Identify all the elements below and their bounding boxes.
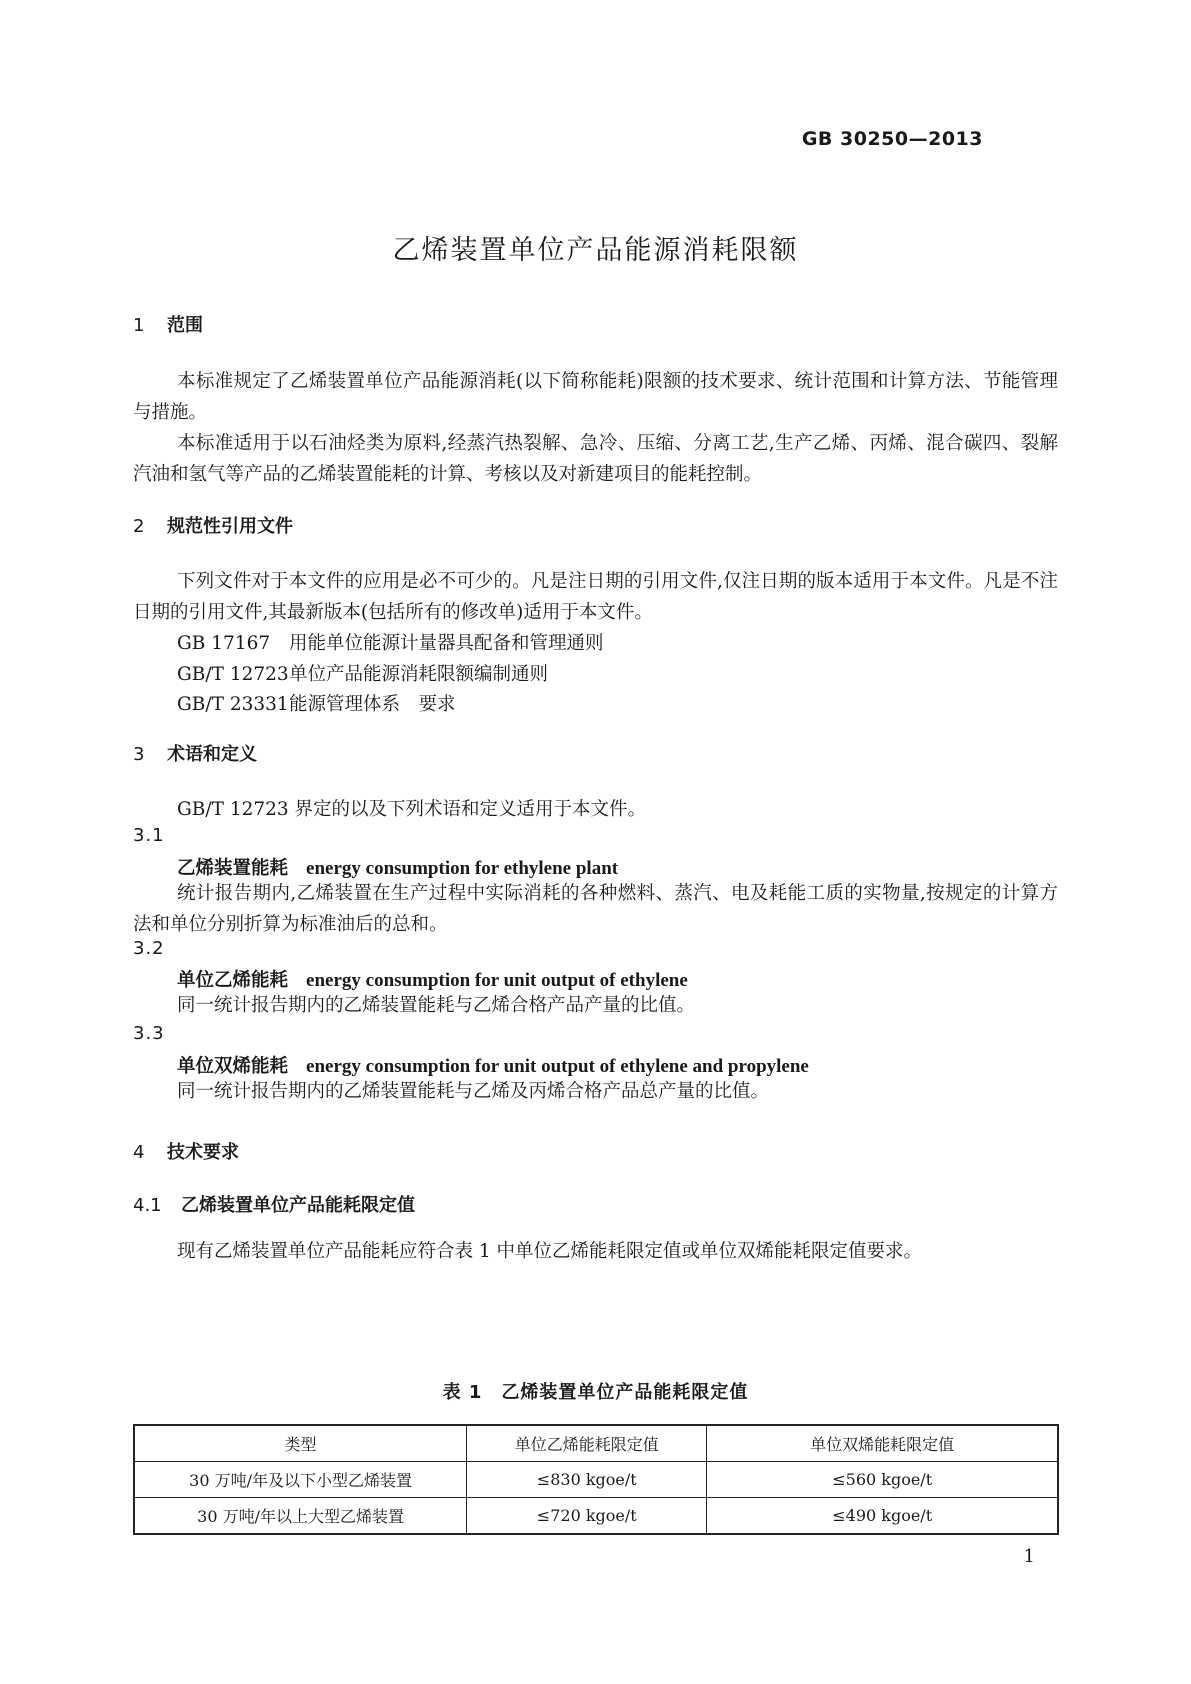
section-number: 3 — [133, 744, 145, 765]
table-row — [134, 1498, 1058, 1535]
page-number: 1 — [1023, 1546, 1035, 1567]
table-cell: ≤560 kgoe/t — [707, 1462, 1058, 1498]
table-cell: 30 万吨/年以上大型乙烯装置 — [134, 1498, 467, 1535]
table-header-cell: 单位双烯能耗限定值 — [707, 1425, 1058, 1462]
section-1-paragraph-2: 本标准适用于以石油烃类为原料,经蒸汽热裂解、急冷、压缩、分离工艺,生产乙烯、丙烯、混合碳四、裂解汽油和氢气等产品的乙烯装置能耗的计算、考核以及对新建项目的能耗控制。 — [133, 433, 1058, 485]
term-definition: 同一统计报告期内的乙烯装置能耗与乙烯及丙烯合格产品总产量的比值。 — [177, 1081, 770, 1102]
term-english: energy consumption for unit output of ethylene — [306, 970, 688, 991]
section-number: 4 — [133, 1142, 145, 1163]
section-title: 范围 — [167, 315, 203, 336]
section-4-paragraph-1: 现有乙烯装置单位产品能耗应符合表 1 中单位乙烯能耗限定值或单位双烯能耗限定值要求。 — [177, 1241, 923, 1262]
subsection-number: 4.1 — [133, 1195, 162, 1216]
term-chinese: 单位乙烯能耗 — [177, 970, 289, 991]
section-2-heading — [133, 512, 293, 538]
table-cell: ≤490 kgoe/t — [707, 1498, 1058, 1535]
term-definition: 统计报告期内,乙烯装置在生产过程中实际消耗的各种燃料、蒸汽、电及耗能工质的实物量,按规定的计算方法和单位分别折算为标准油后的总和。 — [133, 883, 1058, 935]
section-number: 1 — [133, 315, 145, 336]
table-header-cell: 单位乙烯能耗限定值 — [467, 1425, 707, 1462]
term-heading — [177, 1052, 809, 1078]
term-heading — [177, 966, 688, 992]
term-chinese: 乙烯装置能耗 — [177, 858, 289, 879]
term-number: 3.2 — [133, 938, 165, 959]
section-2-paragraph-1: 下列文件对于本文件的应用是必不可少的。凡是注日期的引用文件,仅注日期的版本适用于本文件。凡是不注日期的引用文件,其最新版本(包括所有的修改单)适用于本文件。 — [133, 571, 1058, 623]
section-3-paragraph-1: GB/T 12723 界定的以及下列术语和定义适用于本文件。 — [177, 799, 647, 820]
reference-code: GB/T 23331 — [177, 694, 289, 715]
reference-code: GB/T 12723 — [177, 664, 289, 685]
limits-table — [133, 1424, 1059, 1535]
section-title: 术语和定义 — [167, 744, 257, 765]
table-header-cell: 类型 — [134, 1425, 467, 1462]
reference-title: 能源管理体系 要求 — [289, 694, 456, 715]
section-4-heading — [133, 1138, 239, 1164]
table-cell: ≤830 kgoe/t — [467, 1462, 707, 1498]
term-english: energy consumption for ethylene plant — [306, 858, 619, 879]
reference-code: GB 17167 — [177, 633, 271, 654]
table-caption: 表 1 乙烯装置单位产品能耗限定值 — [442, 1382, 749, 1403]
section-1-heading — [133, 311, 203, 337]
section-3-heading — [133, 740, 257, 766]
standard-number: GB 30250—2013 — [801, 128, 983, 150]
section-title: 技术要求 — [167, 1142, 239, 1163]
term-number: 3.3 — [133, 1023, 165, 1044]
reference-item — [177, 690, 456, 716]
term-number: 3.1 — [133, 825, 165, 846]
section-1-paragraph-1: 本标准规定了乙烯装置单位产品能源消耗(以下简称能耗)限额的技术要求、统计范围和计算方法、节能管理与措施。 — [133, 371, 1058, 423]
term-definition: 同一统计报告期内的乙烯装置能耗与乙烯合格产品产量的比值。 — [177, 995, 696, 1016]
reference-title: 用能单位能源计量器具配备和管理通则 — [289, 633, 604, 654]
term-english: energy consumption for unit output of ethylene and propylene — [306, 1056, 809, 1077]
reference-item — [177, 660, 548, 686]
table-row — [134, 1462, 1058, 1498]
table-header-row — [134, 1425, 1058, 1462]
section-number: 2 — [133, 516, 145, 537]
reference-title: 单位产品能源消耗限额编制通则 — [289, 664, 549, 685]
table-cell: 30 万吨/年及以下小型乙烯装置 — [134, 1462, 467, 1498]
table-cell: ≤720 kgoe/t — [467, 1498, 707, 1535]
term-heading — [177, 854, 618, 880]
term-chinese: 单位双烯能耗 — [177, 1056, 289, 1077]
subsection-4-1-heading — [133, 1191, 415, 1217]
section-title: 规范性引用文件 — [167, 516, 293, 537]
subsection-title: 乙烯装置单位产品能耗限定值 — [181, 1195, 415, 1216]
reference-item — [177, 629, 604, 655]
document-title: 乙烯装置单位产品能源消耗限额 — [392, 235, 799, 266]
